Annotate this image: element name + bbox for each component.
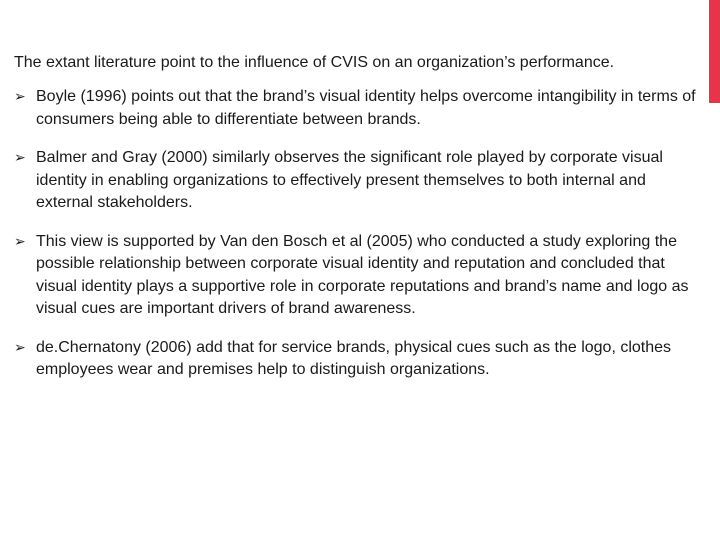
arrow-bullet-icon: ➢ bbox=[14, 233, 26, 250]
bullet-list bbox=[14, 86, 704, 382]
bullet-text: de.Chernatony (2006) add that for service brands, physical cues such as the logo, clothes employees wear and premises help to distinguish organizations. bbox=[36, 338, 672, 378]
bullet-item bbox=[14, 86, 704, 131]
arrow-bullet-icon: ➢ bbox=[14, 150, 26, 166]
intro-text: The extant literature point to the influence of CVIS on an organization’s performance. bbox=[14, 54, 615, 71]
arrow-bullet-icon: ➢ bbox=[14, 89, 26, 105]
bullet-text: Boyle (1996) points out that the brand’s visual identity helps overcome intangibility in terms of consumers being able to differentiate between brands. bbox=[36, 88, 696, 128]
bullet-item bbox=[14, 337, 704, 382]
bullet-item bbox=[14, 231, 704, 321]
bullet-item bbox=[14, 147, 704, 215]
bullet-text: This view is supported by Van den Bosch et al (2005) who conducted a study exploring the possible relationship between corporate visual identity and reputation and concluded that visual identity plays a supportive role in corporate reputations and brand’s name and logo as visual cues are important drivers of brand awareness. bbox=[36, 232, 689, 317]
arrow-bullet-icon: ➢ bbox=[14, 339, 26, 356]
accent-bar bbox=[709, 0, 720, 103]
bullet-text: Balmer and Gray (2000) similarly observes the significant role played by corporate visual identity in enabling organizations to effectively present themselves to both internal and external stakeholders. bbox=[36, 149, 663, 211]
slide-content bbox=[14, 52, 704, 382]
